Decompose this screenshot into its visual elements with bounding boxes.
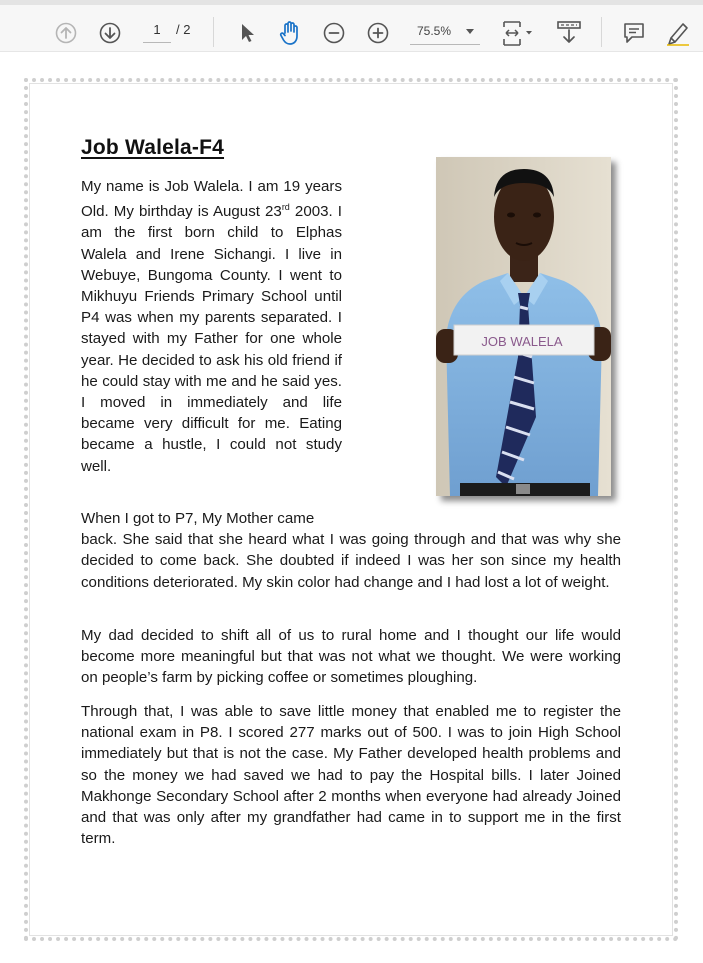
hand-tool-icon: [278, 20, 302, 46]
zoom-out-icon: [323, 22, 345, 44]
paragraph-intro-text-b: 2003. I am the first born child to Elphas Walela and Irene Sichangi. I live in Webuye, Bungoma County. I went to Mikhuyu Friends Primary School until P4 was when my parents separated. I stayed with my Father for one whole year. He decided to ask his old friend if he could stay with me and he said yes. I moved in immediately and life became very difficult for me. Eating became a hustle, I could not study well.: [81, 203, 342, 475]
page-number-input[interactable]: 1: [143, 17, 171, 43]
page-total-label: / 2: [176, 22, 191, 37]
arrow-up-circle-icon: [55, 22, 77, 44]
student-photo: [436, 157, 611, 496]
highlight-pen-icon: [665, 20, 691, 46]
page-fit-button[interactable]: [497, 17, 537, 49]
paragraph-intro-text-a: My name is Job Walela. I am 19 years Old. My birthday is August 23: [81, 178, 342, 221]
zoom-select[interactable]: [410, 17, 480, 45]
zoom-out-button[interactable]: [321, 20, 347, 46]
zoom-in-button[interactable]: [365, 20, 391, 46]
toolbar-divider: [213, 17, 214, 47]
photo-sign-text: JOB WALELA: [481, 334, 563, 349]
next-page-button[interactable]: [97, 20, 123, 46]
arrow-down-circle-icon: [99, 22, 121, 44]
paragraph-p7-first-line: When I got to P7, My Mother came: [81, 510, 315, 527]
zoom-value: 75.5%: [417, 24, 452, 38]
paragraph-rural-home: My dad decided to shift all of us to rural home and I thought our life would become more meaningful but that was not what we thought. We were working on people’s farm by picking coffee or sometimes ploughing.: [81, 627, 621, 687]
document-page: [24, 78, 678, 941]
select-tool-button[interactable]: [234, 20, 260, 46]
comment-icon: [622, 21, 646, 45]
chevron-down-icon: [466, 29, 474, 34]
select-cursor-icon: [238, 22, 256, 44]
document-title: Job Walela-F4: [81, 136, 225, 159]
read-mode-button[interactable]: [554, 17, 584, 49]
student-portrait-illustration: [436, 157, 611, 496]
ordinal-suffix: rd: [281, 202, 290, 213]
previous-page-button[interactable]: [53, 20, 79, 46]
toolbar-divider: [601, 17, 602, 47]
highlight-button[interactable]: [663, 19, 693, 47]
paragraph-p7-rest: back. She said that she heard what I was going through and that was why she decided to come back. She doubted if indeed I was her son since my health conditions deteriorated. My skin color had change and I had lost a lot of weight.: [81, 531, 621, 591]
paragraph-p7: [81, 508, 621, 593]
paragraph-secondary-school: Through that, I was able to save little money that enabled me to register the national exam in P8. I scored 277 marks out of 500. I was to join High School immediately but that is not the case. My Father developed health problems and so the money we had saved we had to pay the Hospital bills. I later Joined Makhonge Secondary School after 2 months when everyone had already Joined and that was only after my grandfather had came in to support me in the first term.: [81, 703, 621, 848]
pdf-toolbar: [0, 0, 703, 52]
zoom-in-icon: [367, 22, 389, 44]
hand-tool-button[interactable]: [276, 19, 304, 47]
page-fit-icon: [498, 18, 536, 48]
paragraph-intro: [81, 176, 342, 477]
read-mode-icon: [555, 18, 583, 48]
comment-button[interactable]: [620, 19, 648, 47]
